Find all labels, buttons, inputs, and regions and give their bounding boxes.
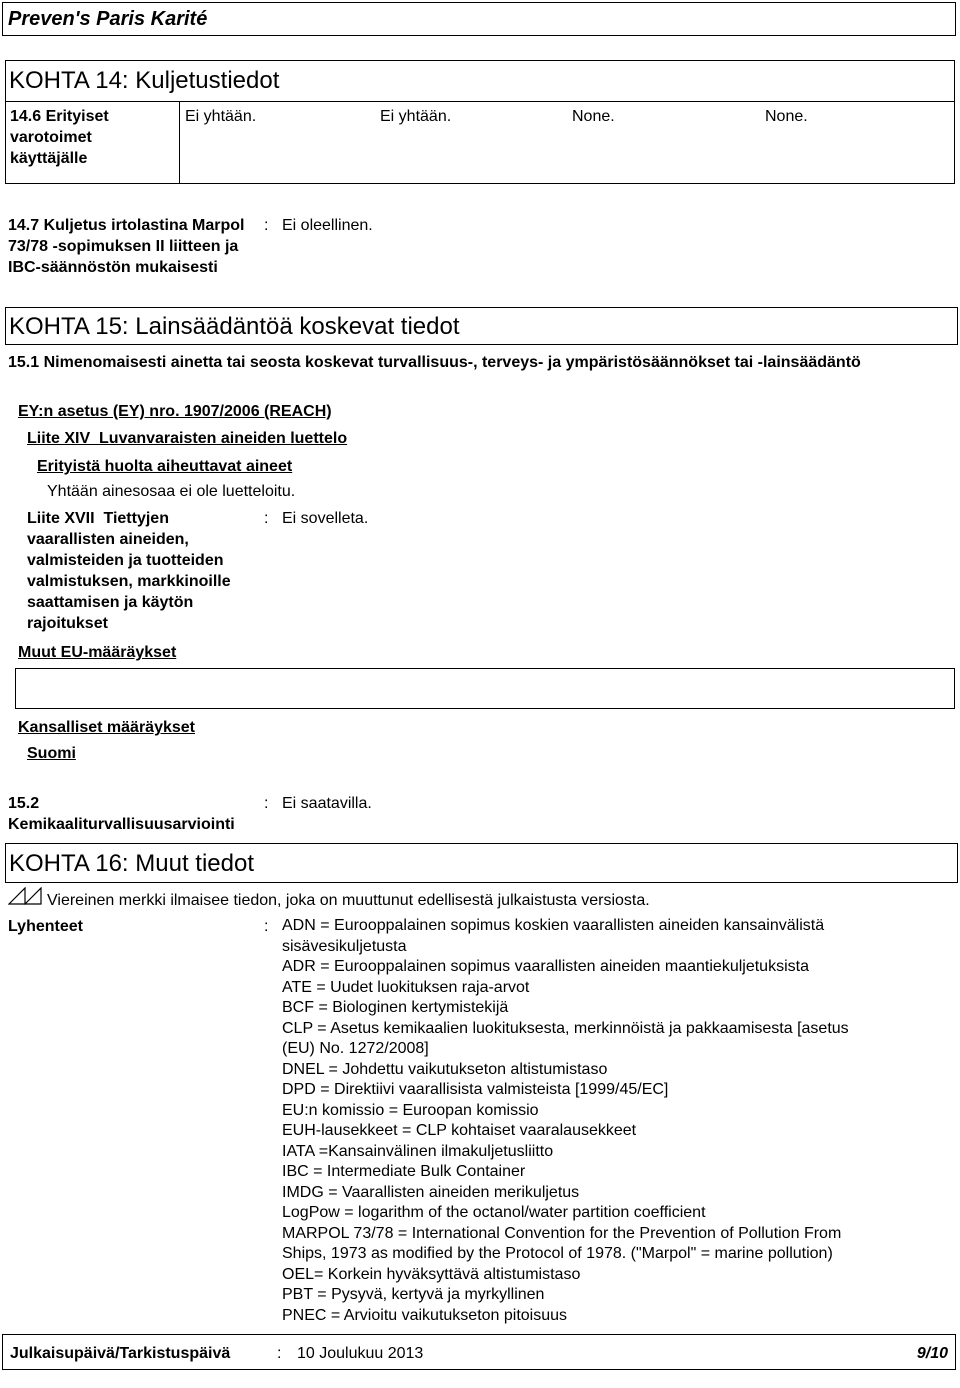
abbreviation-line: PBT = Pysyvä, kertyvä ja myrkyllinen: [282, 1286, 545, 1303]
csa-value: Ei saatavilla.: [282, 795, 372, 812]
section-16-box: [5, 843, 958, 883]
abbreviation-line: EU:n komissio = Euroopan komissio: [282, 1101, 539, 1119]
abbreviation-line: BCF = Biologinen kertymistekijä: [282, 999, 509, 1016]
abbreviation-line: DPD = Direktiivi vaarallisista valmisteista [1999/45/EC]: [282, 1081, 669, 1098]
transport-table-row: [6, 101, 954, 184]
annex-xvii-value: Ei sovelleta.: [282, 510, 369, 527]
svhc-value: Yhtään ainesosaa ei ole luetteloitu.: [47, 483, 296, 500]
footer-colon: :: [277, 1345, 282, 1362]
abbreviation-line: PNEC = Arvioitu vaikutukseton pitoisuus: [282, 1306, 568, 1324]
annex-xiv-heading: Liite XIV Luvanvaraisten aineiden luettelo: [27, 430, 348, 447]
abbreviation-line: IATA =Kansainvälinen ilmakuljetusliitto: [282, 1142, 554, 1160]
row-14-6-value-1: Ei yhtään.: [185, 108, 257, 125]
abbreviation-line: IBC = Intermediate Bulk Container: [282, 1163, 526, 1180]
abbreviation-line: sisävesikuljetusta: [282, 937, 407, 955]
annex-xvii-colon: :: [264, 510, 269, 527]
product-title: Preven's Paris Karité: [8, 8, 208, 30]
svhc-heading: Erityistä huolta aiheuttavat aineet: [37, 458, 293, 475]
row-14-6-value-3: None.: [572, 108, 615, 125]
section-16-title: KOHTA 16: Muut tiedot: [9, 850, 255, 877]
abbreviation-line: MARPOL 73/78 = International Convention for the Prevention of Pollution From: [282, 1224, 842, 1242]
row-14-7-value: Ei oleellinen.: [282, 217, 373, 234]
abbreviations-list: [282, 916, 952, 1326]
abbreviations-colon: :: [264, 918, 269, 935]
section-14-title: KOHTA 14: Kuljetustiedot: [9, 67, 280, 94]
section-15-box: [5, 307, 958, 345]
abbreviation-line: ATE = Uudet luokituksen raja-arvot: [282, 978, 530, 996]
abbreviation-line: CLP = Asetus kemikaalien luokituksesta, merkinnöistä ja pakkaamisesta [asetus: [282, 1019, 849, 1037]
national-heading: Kansalliset määräykset: [18, 719, 195, 736]
abbreviation-line: OEL= Korkein hyväksyttävä altistumistaso: [282, 1265, 581, 1283]
abbreviation-line: ADR = Eurooppalainen sopimus vaarallisten aineiden maantiekuljetuksista: [282, 958, 809, 975]
empty-regulation-box: [15, 668, 955, 709]
row-14-6-value-4: None.: [765, 108, 808, 125]
row-14-6-label: 14.6 Erityiset varotoimet käyttäjälle: [10, 108, 109, 167]
country-heading: Suomi: [27, 745, 76, 762]
footer-date-label: Julkaisupäivä/Tarkistuspäivä: [10, 1345, 231, 1362]
change-marker-icon: [8, 887, 42, 905]
row-14-6-value-2: Ei yhtään.: [380, 108, 452, 125]
abbreviation-line: Ships, 1973 as modified by the Protocol of 1978. ("Marpol" = marine pollution): [282, 1245, 833, 1262]
annex-xvii-label: Liite XVII Tiettyjen vaarallisten aineiden, valmisteiden ja tuotteiden valmistuksen, markkinoille saattamisen ja käytön rajoitukset: [27, 510, 236, 632]
abbreviations-label: Lyhenteet: [8, 918, 83, 935]
section-15-1-subtitle: 15.1 Nimenomaisesti ainetta tai seosta koskevat turvallisuus-, terveys- ja ympäristösäännökset tai -lainsäädäntö: [8, 354, 861, 371]
abbreviation-line: LogPow = logarithm of the octanol/water partition coefficient: [282, 1204, 706, 1221]
section-14-box: [5, 60, 955, 184]
change-note: Viereinen merkki ilmaisee tiedon, joka on muuttunut edellisestä julkaistusta versiosta.: [47, 892, 650, 909]
footer-page-number: 9/10: [916, 1345, 948, 1362]
footer-date-value: 10 Joulukuu 2013: [297, 1345, 424, 1362]
abbreviation-line: DNEL = Johdettu vaikutukseton altistumistaso: [282, 1060, 608, 1078]
reach-heading: EY:n asetus (EY) nro. 1907/2006 (REACH): [18, 403, 332, 420]
abbreviation-line: EUH-lausekkeet = CLP kohtaiset vaaralausekkeet: [282, 1122, 637, 1139]
row-14-7-colon: :: [264, 217, 269, 234]
abbreviation-line: ADN = Eurooppalainen sopimus koskien vaarallisten aineiden kansainvälistä: [282, 917, 825, 934]
csa-label: 15.2 Kemikaaliturvallisuusarviointi: [8, 795, 235, 833]
section-15-title: KOHTA 15: Lainsäädäntöä koskevat tiedot: [9, 313, 460, 340]
abbreviation-line: (EU) No. 1272/2008]: [282, 1040, 429, 1057]
other-eu-heading: Muut EU-määräykset: [18, 644, 177, 661]
csa-colon: :: [264, 795, 269, 812]
abbreviation-line: IMDG = Vaarallisten aineiden merikuljetus: [282, 1183, 580, 1201]
row-14-7-label: 14.7 Kuljetus irtolastina Marpol 73/78 -sopimuksen II liitteen ja IBC-säännöstön mukaisesti: [8, 217, 245, 276]
